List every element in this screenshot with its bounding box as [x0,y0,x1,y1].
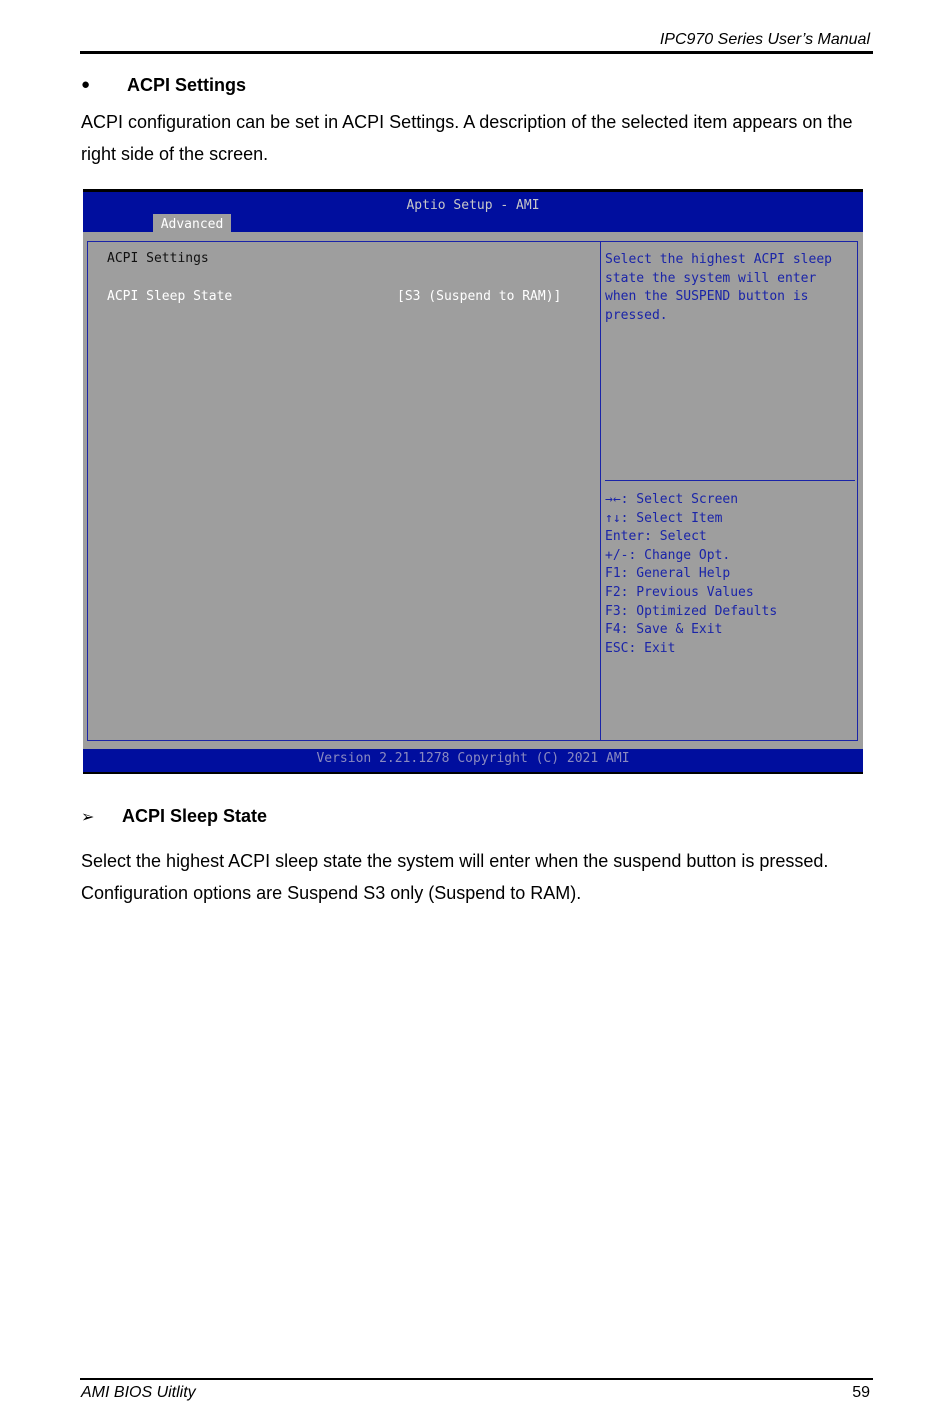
key-select-screen: →←: Select Screen [605,492,739,507]
bios-vertical-divider [600,241,601,741]
bios-horizontal-divider [605,480,855,481]
key-save-exit: F4: Save & Exit [605,622,723,638]
footer-rule [80,1378,873,1380]
bios-section-title: ACPI Settings [107,251,209,266]
section-paragraph-acpi-settings: ACPI configuration can be set in ACPI Settings. A description of the selected item appears on the right side of the screen. [81,112,853,164]
help-line: state the system will enter [605,270,817,286]
running-header: IPC970 Series User’s Manual [659,31,870,48]
key-esc-exit: ESC: Exit [605,640,676,656]
key-general-help: F1: General Help [605,566,731,582]
help-line: Select the highest ACPI sleep [605,252,832,267]
bullet-icon: ● [81,76,91,93]
bios-key-legend [605,491,855,658]
bios-item-value[interactable]: [S3 (Suspend to RAM)] [397,289,562,304]
bios-item-acpi-sleep-state[interactable]: ACPI Sleep State [107,289,233,304]
help-line: pressed. [605,307,668,323]
tab-advanced[interactable]: Advanced [153,214,231,235]
section-heading-acpi-sleep-state: ACPI Sleep State [122,806,268,826]
help-line: when the SUSPEND button is [605,289,809,305]
running-footer: AMI BIOS Uitlity [81,1384,196,1401]
bios-title: Aptio Setup - AMI [406,198,540,213]
arrow-bullet-icon: ➢ [81,809,95,826]
key-change-opt: +/-: Change Opt. [605,547,731,563]
header-rule [80,51,873,54]
key-previous-values: F2: Previous Values [605,584,754,600]
section-heading-acpi-settings: ACPI Settings [127,75,247,95]
key-enter-select: Enter: Select [605,529,707,545]
bios-title-bar [83,189,863,232]
page-number: 59 [852,1384,870,1401]
bios-version: Version 2.21.1278 Copyright (C) 2021 AMI [316,751,630,766]
bios-help-text [605,251,855,325]
key-select-item: ↑↓: Select Item [605,510,723,526]
key-optimized-defaults: F3: Optimized Defaults [605,603,778,619]
section-paragraph-acpi-sleep-state: Select the highest ACPI sleep state the system will enter when the suspend button is pressed. Configuration options are Suspend S3 only (Suspend to RAM). [81,851,829,903]
bios-screenshot [83,189,863,774]
bios-status-bar [83,749,863,774]
